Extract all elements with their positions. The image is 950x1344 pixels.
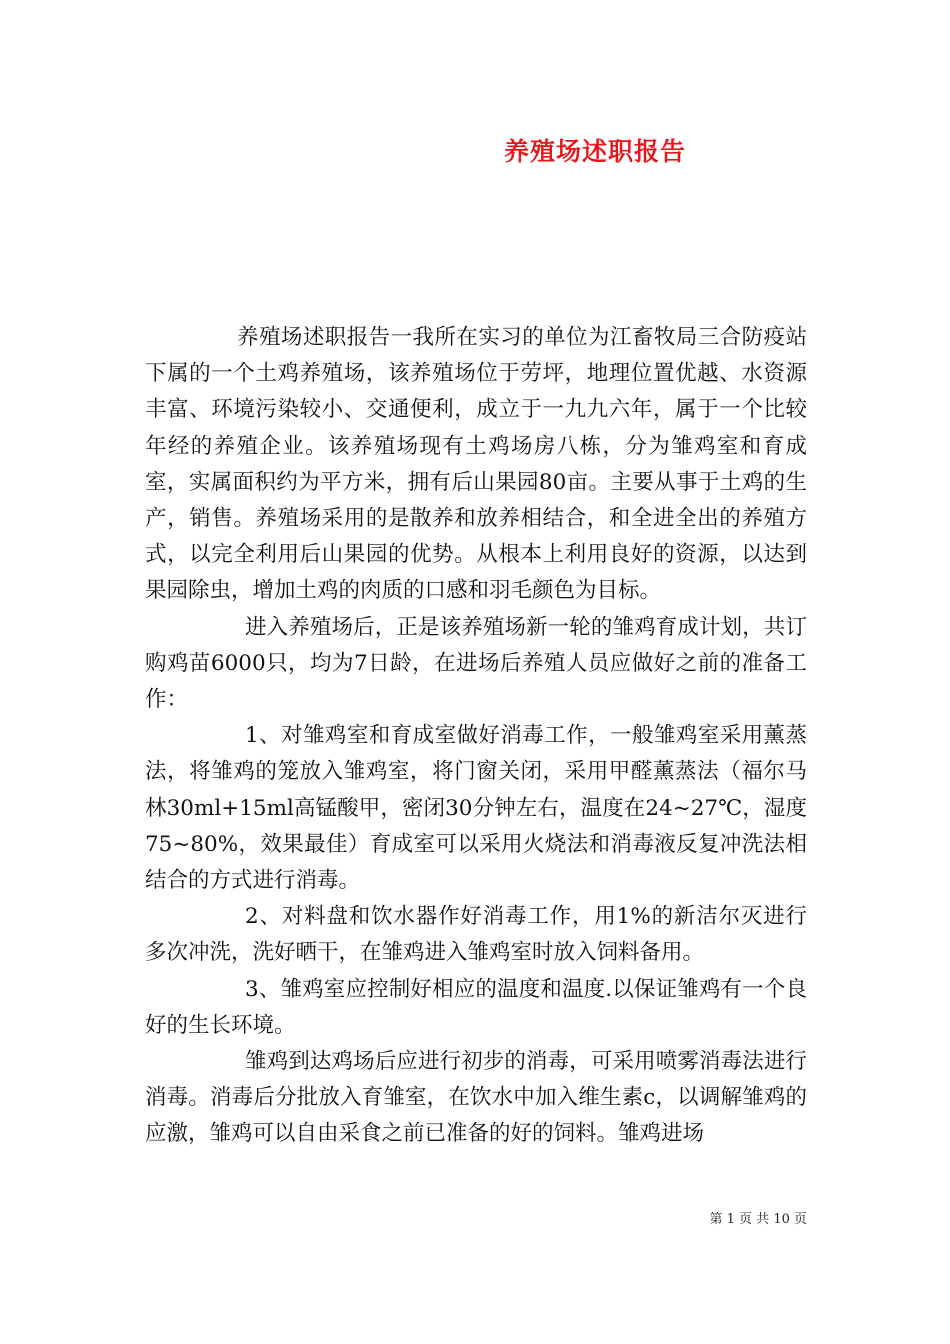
document-body [145,320,807,1153]
paragraph-step-2: 2、对料盘和饮水器作好消毒工作，用1%的新洁尔灭进行多次冲洗，洗好晒干，在雏鸡进入雏鸡室时放入饲料备用。 [145,904,807,966]
paragraph-step-1: 1、对雏鸡室和育成室做好消毒工作，一般雏鸡室采用薰蒸法，将雏鸡的笼放入雏鸡室，将门窗关闭，采用甲醛薰蒸法（福尔马林30ml+15ml高锰酸甲，密闭30分钟左右，温度在24~27℃，湿度75~80%，效果最佳）育成室可以采用火烧法和消毒液反复冲洗法相结合的方式进行消毒。 [145,723,807,894]
page-footer: 第 1 页 共 10 页 [709,1212,807,1227]
paragraph-arrival: 进入养殖场后，正是该养殖场新一轮的雏鸡育成计划，共订购鸡苗6000只，均为7日龄，在进场后养殖人员应做好之前的准备工作： [145,614,807,713]
document-title: 养殖场述职报告 [503,137,686,166]
paragraph-disinfection: 雏鸡到达鸡场后应进行初步的消毒，可采用喷雾消毒法进行消毒。消毒后分批放入育雏室，在饮水中加入维生素c，以调解雏鸡的应激，雏鸡可以自由采食之前已准备的好的饲料。雏鸡进场 [145,1049,807,1147]
paragraph-intro: 养殖场述职报告一我所在实习的单位为江畜牧局三合防疫站下属的一个土鸡养殖场，该养殖场位于劳坪，地理位置优越、水资源丰富、环境污染较小、交通便利，成立于一九九六年，属于一个比较年经的养殖企业。该养殖场现有土鸡场房八栋，分为雏鸡室和育成室，实属面积约为平方米，拥有后山果园80亩。主要从事于土鸡的生产，销售。养殖场采用的是散养和放养相结合，和全进全出的养殖方式，以完全利用后山果园的优势。从根本上利用良好的资源，以达到果园除虫，增加土鸡的肉质的口感和羽毛颜色为目标。 [145,325,807,604]
paragraph-step-3: 3、雏鸡室应控制好相应的温度和温度.以保证雏鸡有一个良好的生长环境。 [145,976,807,1038]
